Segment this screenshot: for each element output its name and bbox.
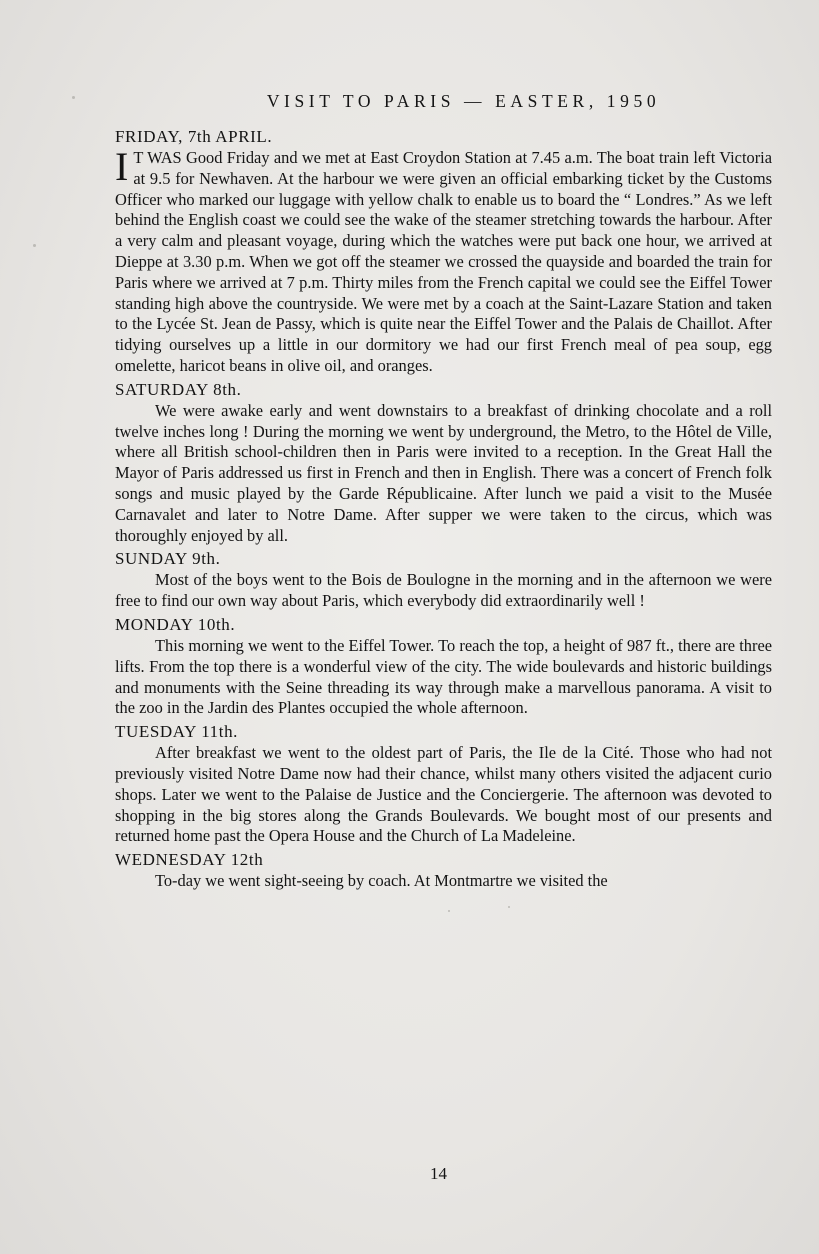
paper-speck <box>508 906 510 908</box>
day-heading-saturday: SATURDAY 8th. <box>115 379 242 399</box>
day-heading-wednesday: WEDNESDAY 12th <box>115 850 264 870</box>
day-heading-tuesday: TUESDAY 11th. <box>115 722 239 742</box>
paragraph-monday: This morning we went to the Eiffel Tower. To reach the top, a height of 987 ft., there are three lifts. From the top there is a wonderful view of the city. The wide boulevards and historic buildings and monuments with the Seine threading its way through make a marvellous panorama. A visit to the zoo in the Jardin des Plantes occupied the whole afternoon. <box>115 635 772 718</box>
day-heading-friday: FRIDAY, 7th APRIL. <box>115 127 273 146</box>
page-number: 14 <box>430 1164 447 1183</box>
paragraph-text: T WAS Good Friday and we met at East Croydon Station at 7.45 a.m. The boat train left Victoria at 9.5 for Newhaven. At the harbour we were given an official embarking ticket by the Customs Officer who marked our luggage with yellow chalk to enable us to board the “ Londres.” As we left behind the English coast we could see the wake of the steamer stretching towards the harbour. After a very calm and pleasant voyage, during which the watches were put back one hour, we arrived at Dieppe at 3.30 p.m. When we got off the steamer we crossed the quayside and boarded the train for Paris where we arrived at 7 p.m. Thirty miles from the French capital we could see the Eiffel Tower standing high above the countryside. We were met by a coach at the Saint-Lazare Station and taken to the Lycée St. Jean de Passy, which is quite near the Eiffel Tower and the Palais de Chaillot. After tidying ourselves up a little in our dormitory we had our first French meal of pea soup, egg omelette, haricot beans in olive oil, and oranges. <box>115 148 772 375</box>
paragraph-saturday: We were awake early and went downstairs to a breakfast of drinking chocolate and a roll twelve inches long ! During the morning we went by underground, the Metro, to the Hôtel de Ville, where all British school-children then in Paris were invited to a reception. In the Great Hall the Mayor of Paris addressed us first in French and then in English. There was a concert of French folk songs and music played by the Garde Républicaine. After lunch we paid a visit to the Musée Carnavalet and later to Notre Dame. After supper we were taken to the circus, which was thoroughly enjoyed by all. <box>115 400 772 545</box>
paragraph-tuesday: After breakfast we went to the oldest part of Paris, the Ile de la Cité. Those who had not previously visited Notre Dame now had their chance, whilst many others visited the adjacent curio shops. Later we went to the Palaise de Justice and the Conciergerie. The afternoon was devoted to shopping in the big stores along the Grands Boulevards. We bought most of our presents and returned home past the Opera House and the Church of La Madeleine. <box>115 743 772 846</box>
paper-speck <box>72 96 75 99</box>
paragraph-friday <box>115 144 772 377</box>
article-body <box>115 86 772 894</box>
paper-speck <box>33 244 36 247</box>
day-heading-monday: MONDAY 10th. <box>115 614 236 634</box>
paragraph-sunday: Most of the boys went to the Bois de Boulogne in the morning and in the afternoon we were free to find our own way about Paris, which everybody did extraordinarily well ! <box>115 570 772 611</box>
paragraph-wednesday: To-day we went sight-seeing by coach. At Montmartre we visited the <box>155 871 608 891</box>
article-title: VISIT TO PARIS — EASTER, 1950 <box>266 91 661 111</box>
drop-cap: I <box>115 144 129 189</box>
paper-speck <box>448 910 450 912</box>
day-heading-sunday: SUNDAY 9th. <box>115 549 221 569</box>
